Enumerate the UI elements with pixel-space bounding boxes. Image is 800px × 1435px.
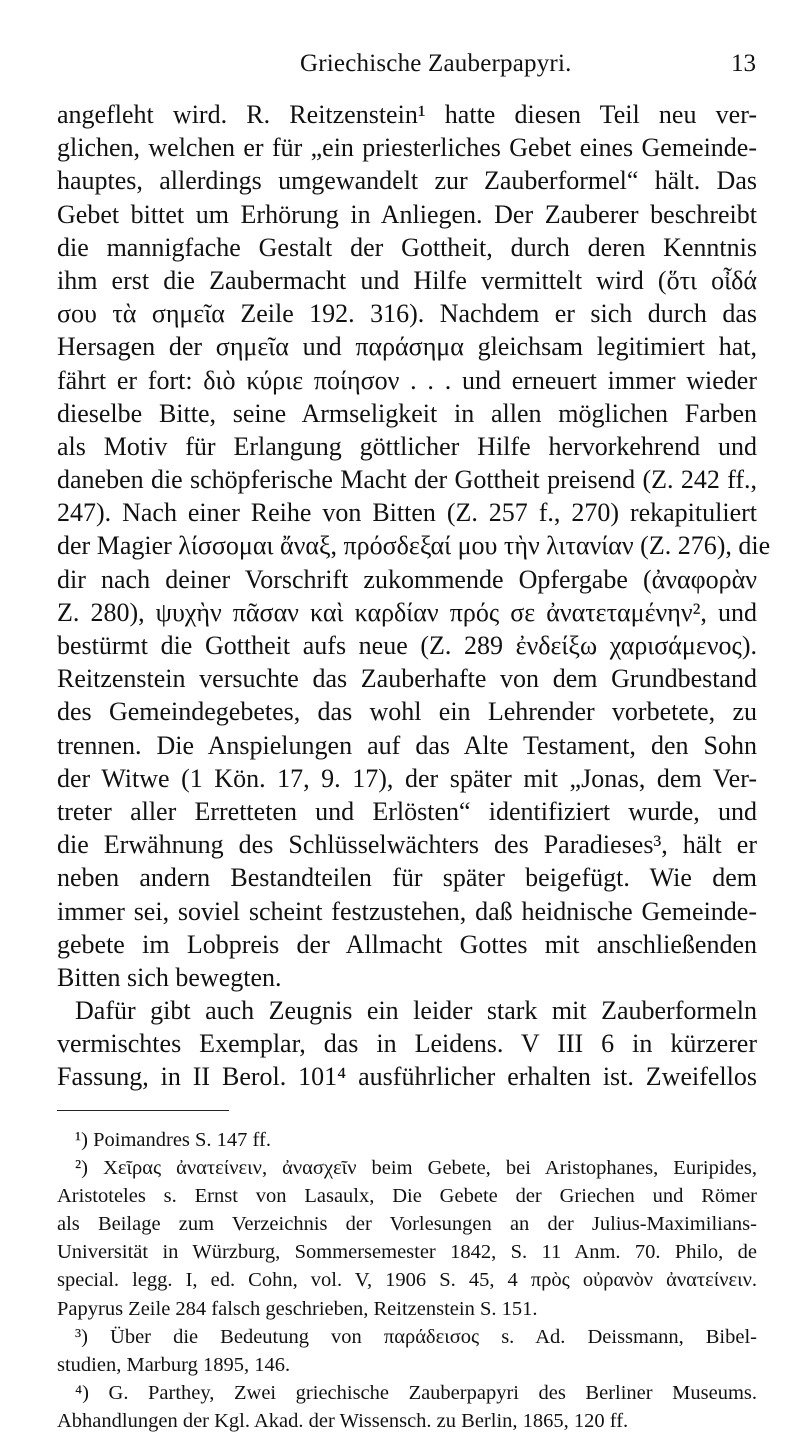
text-line: Fassung, in II Berol. 101⁴ ausführlicher erhalten ist. Zweifellos [57,1062,757,1092]
text-line: fährt er fort: διὸ κύριε ποίησον . . . und erneuert immer wieder [57,365,757,395]
text-line: ihm erst die Zaubermacht und Hilfe vermittelt wird (ὅτι οἶδά [57,265,757,295]
footnote-3: ³) Über die Bedeutung von παράδεισος s. Ad. Deissmann, Bibel- [75,1325,757,1348]
text-line: der Witwe (1 Kön. 17, 9. 17), der später mit „Jonas, dem Ver- [57,763,757,793]
text-line: die Erwähnung des Schlüsselwächters des Paradieses³, hält er [57,830,757,860]
text-line: treter aller Erretteten und Erlösten“ identifiziert wurde, und [57,796,757,826]
text-line: σου τὰ σημεῖα Zeile 192. 316). Nachdem er sich durch das [57,299,757,329]
text-line: dieselbe Bitte, seine Armseligkeit in allen möglichen Farben [57,398,757,428]
footnote-line: special. legg. I, ed. Cohn, vol. V, 1906 S. 45, 4 πρὸς οὐρανὸν ἀνατείνειν. [57,1269,757,1292]
footnote-2: ²) Χεῖρας ἀνατείνειν, ἀνασχεῖν beim Gebete, bei Aristophanes, Euripides, [75,1157,757,1180]
footnote-line: Universität in Würzburg, Sommersemester 1842, S. 11 Anm. 70. Philo, de [57,1241,757,1264]
text-line: Reitzenstein versuchte das Zauberhafte von dem Grundbestand [57,664,757,694]
footnote-line: Aristoteles s. Ernst von Lasaulx, Die Gebete der Griechen und Römer [57,1185,757,1208]
running-head [0,46,800,82]
footnote-1: ¹) Poimandres S. 147 ff. [75,1129,271,1151]
text-line: Hersagen der σημεῖα und παράσημα gleichsam legitimiert hat, [57,332,757,362]
text-line: dir nach deiner Vorschrift zukommende Opfergabe (ἀναφορὰν [57,564,757,594]
text-line: glichen, welchen er für „ein priesterliches Gebet eines Gemeinde- [57,133,757,163]
text-line: daneben die schöpferische Macht der Gottheit preisend (Z. 242 ff., [57,465,757,495]
footnote-line: studien, Marburg 1895, 146. [57,1353,291,1376]
footnote-4: ⁴) G. Parthey, Zwei griechische Zauberpapyri des Berliner Museums. [75,1381,757,1404]
text-line: neben andern Bestandteilen für später beigefügt. Wie dem [57,863,757,893]
text-line: des Gemeindegebetes, das wohl ein Lehrender vorbetete, zu [57,697,757,727]
text-line: gebete im Lobpreis der Allmacht Gottes mit anschließenden [57,929,757,959]
text-line: Z. 280), ψυχὴν πᾶσαν καὶ καρδίαν πρός σε ἀνατεταμένην², und [57,597,757,627]
text-line-paragraph-start: Dafür gibt auch Zeugnis ein leider stark mit Zauberformeln [75,996,757,1026]
text-line-paragraph-end: Bitten sich bewegten. [57,962,282,992]
text-line: bestürmt die Gottheit aufs neue (Z. 289 ἐνδείξω χαρισάμενος). [57,631,757,660]
text-line: vermischtes Exemplar, das in Leidens. V III 6 in kürzerer [57,1029,757,1059]
text-line: hauptes, allerdings umgewandelt zur Zauberformel“ hält. Das [57,166,757,196]
text-line: als Motiv für Erlangung göttlicher Hilfe hervorkehrend und [57,431,757,461]
running-title: Griechische Zauberpapyri. [300,50,572,77]
footnote-divider [57,1110,229,1111]
footnote-line: Abhandlungen der Kgl. Akad. der Wissensch. zu Berlin, 1865, 120 ff. [57,1409,629,1432]
body-text [57,98,771,1094]
text-line: die mannigfache Gestalt der Gottheit, durch deren Kenntnis [57,232,757,262]
text-line: der Magier λίσσομαι ἄναξ, πρόσδεξαί μου τὴν λιτανίαν (Z. 276), die [57,531,771,561]
footnotes [57,1126,757,1435]
text-line: Gebet bittet um Erhörung in Anliegen. Der Zauberer beschreibt [57,199,757,229]
text-line: trennen. Die Anspielungen auf das Alte Testament, den Sohn [57,730,757,760]
text-line: angefleht wird. R. Reitzenstein¹ hatte diesen Teil neu ver- [57,100,757,129]
footnote-line: als Beilage zum Verzeichnis der Vorlesungen an der Julius-Maximilians- [57,1213,757,1236]
text-line: 247). Nach einer Reihe von Bitten (Z. 257 f., 270) rekapituliert [57,498,757,528]
page-number: 13 [731,50,756,77]
footnote-line: Papyrus Zeile 284 falsch geschrieben, Reitzenstein S. 151. [57,1297,538,1320]
text-line: immer sei, soviel scheint festzustehen, daß heidnische Gemeinde- [57,896,757,926]
